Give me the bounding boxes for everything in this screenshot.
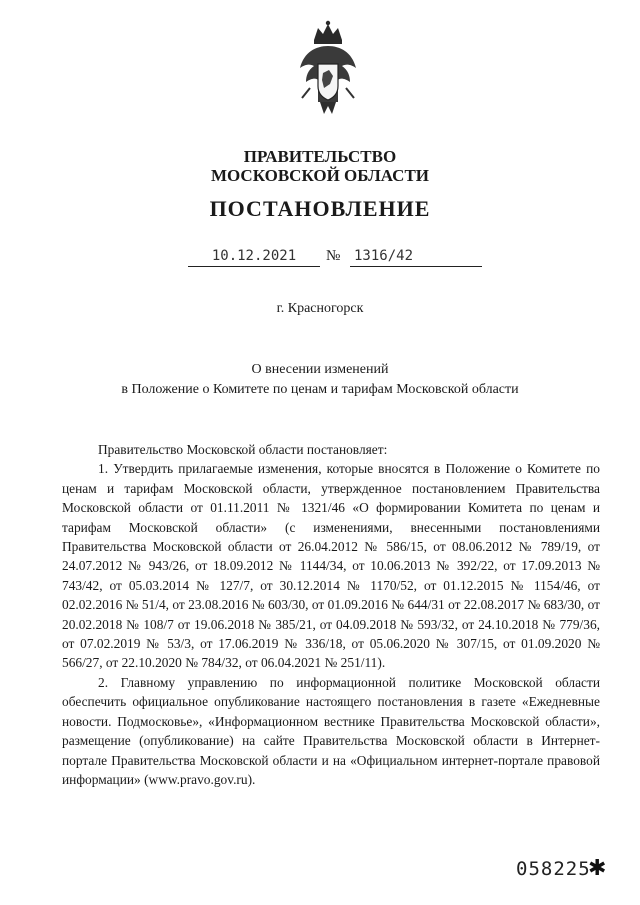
body-item-2: 2. Главному управлению по информационной политике Московской области обеспечить официальное опубликование настоящего постановления в газете «Ежедневные новости. Подмосковье», «Информационном вестнике Правительства Московской области», размещение (опубликование) на сайте Правительства Московской области в Интернет-портале Правительства Московской области и на «Официальном интернет-портале правовой информации» (www.pravo.gov.ru). [62, 674, 600, 787]
government-name-line2: МОСКОВСКОЙ ОБЛАСТИ [210, 166, 430, 185]
subject-line1: О внесении изменений [251, 362, 389, 377]
document-body [62, 440, 600, 789]
document-date: 10.12.2021 [188, 248, 320, 267]
number-sign: № [326, 248, 341, 264]
registration-line [188, 248, 488, 272]
body-intro: Правительство Московской области постановляет: [98, 442, 388, 457]
document-number: 1316/42 [350, 248, 482, 267]
star-icon: ✱ [588, 856, 607, 881]
place-of-issue: г. Красногорск [276, 301, 364, 316]
coat-of-arms-icon [296, 18, 360, 122]
body-item-1: 1. Утвердить прилагаемые изменения, которые вносятся в Положение о Комитете по ценам и тарифам Московской области, утвержденное постановлением Правительства Московской области от 01.11.2011 № 1321/46 «О формировании Комитета по ценам и тарифам Московской области» (с изменениями, внесенными постановлениями Правительства Московской области от 26.04.2012 № 586/15, от 08.06.2012 № 789/19, от 24.07.2012 № 943/26, от 18.09.2012 № 1144/34, от 10.06.2013 № 392/22, от 17.09.2013 № 743/42, от 05.03.2014 № 127/7, от 30.12.2014 № 1170/52, от 01.12.2015 № 1154/46, от 02.02.2016 № 51/4, от 23.08.2016 № 603/30, от 01.09.2016 № 644/31 от 22.08.2017 № 683/30, от 20.02.2018 № 108/7 от 19.06.2018 № 385/21, от 04.09.2018 № 593/32, от 24.10.2018 № 779/36, от 07.02.2019 № 53/3, от 17.06.2019 № 336/18, от 05.06.2020 № 307/15, от 01.09.2020 № 566/27, от 22.10.2020 № 784/32, от 06.04.2021 № 251/11). [62, 461, 600, 671]
serial-number: 058225 [516, 858, 591, 880]
government-name-line1: ПРАВИТЕЛЬСТВО [243, 147, 397, 166]
subject-line2: в Положение о Комитете по ценам и тарифам Московской области [121, 382, 519, 397]
document-type-title: ПОСТАНОВЛЕНИЕ [209, 196, 431, 221]
